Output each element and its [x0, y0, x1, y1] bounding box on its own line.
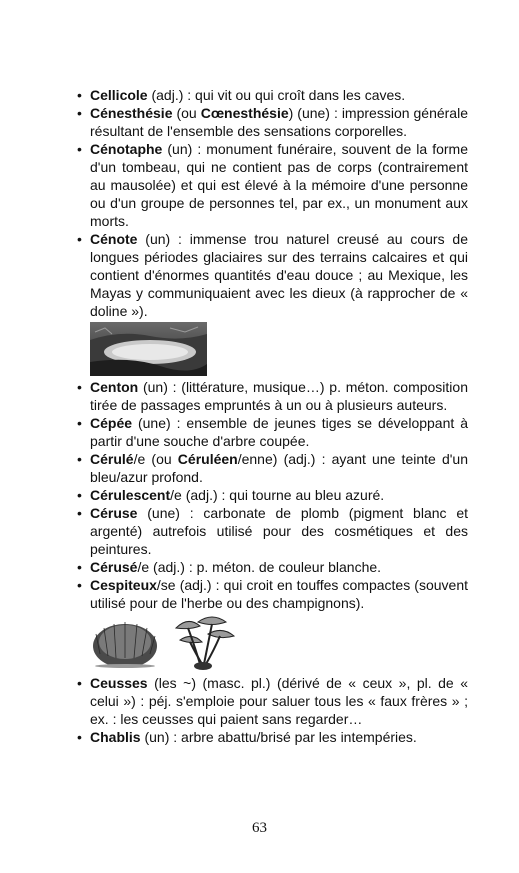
entry-cepee [77, 414, 468, 450]
cenote-photo [90, 322, 207, 376]
entry-chablis [77, 728, 468, 746]
entry-definition: /e (adj.) : qui tourne au bleu azuré. [170, 487, 385, 503]
entry-cenotaphe [77, 140, 468, 230]
entry-term: Cespiteux [90, 577, 157, 593]
entry-term: Cellicole [90, 87, 148, 103]
entry-term: Céruse [90, 505, 138, 521]
dictionary-page-content [77, 86, 468, 746]
entry-term: Chablis [90, 729, 141, 745]
entry-definition: (une) : ensemble de jeunes tiges se développant à partir d'une souche d'arbre coupée. [90, 415, 468, 449]
cenote-figure-row [77, 322, 468, 376]
entry-ceruse [77, 504, 468, 558]
entry-ceusses [77, 674, 468, 728]
entry-cespiteux [77, 576, 468, 612]
entry-definition: (une) : carbonate de plomb (pigment blanc et argenté) autrefois utilisé pour des cosmétiques et des peintures. [90, 505, 468, 557]
entry-term: Cénotaphe [90, 141, 163, 157]
entry-connector: (ou [172, 105, 201, 121]
entry-term-variant: Céruléen [177, 451, 238, 467]
entry-ceruse-adj [77, 558, 468, 576]
entry-definition: ) (une) : impression générale résultant de l'ensemble des sensations corporelles. [90, 105, 468, 139]
entry-definition: (adj.) : qui vit ou qui croît dans les caves. [147, 87, 406, 103]
entry-connector: /e (ou [133, 451, 178, 467]
cespiteux-figure-row [77, 614, 468, 672]
entry-definition: /enne) (adj.) : ayant une teinte d'un bleu/azur profond. [90, 451, 468, 485]
entry-definition: (un) : (littérature, musique…) p. méton. composition tirée de passages empruntés à un ou à plusieurs auteurs. [90, 379, 468, 413]
entry-definition: (un) : monument funéraire, souvent de la forme d'un tombeau, qui ne contient pas de corps (contrairement au mausolée) et qui est élevé à la mémoire d'une personne ou d'un groupe de personnes tel, par ex., un monument aux morts. [90, 141, 468, 229]
entry-term: Cépée [90, 415, 133, 431]
entry-definition: (les ~) (masc. pl.) (dérivé de « ceux », pl. de « celui ») : péj. s'emploie pour saluer tous les « faux frères » ; ex. : les ceusses qui paient sans regarder… [90, 675, 468, 727]
entry-cenesthesie [77, 104, 468, 140]
entry-term-variant: Cœnesthésie [200, 105, 289, 121]
entry-cenote [77, 230, 468, 320]
entry-term: Ceusses [90, 675, 148, 691]
entry-cerule [77, 450, 468, 486]
page-number: 63 [252, 820, 267, 836]
entry-term: Cérusé [90, 559, 138, 575]
entry-cerulescent [77, 486, 468, 504]
entry-term: Cénesthésie [90, 105, 173, 121]
entry-centon [77, 378, 468, 414]
entry-definition: /se (adj.) : qui croit en touffes compactes (souvent utilisé pour de l'herbe ou des champignons). [90, 577, 468, 611]
entry-term: Cénote [90, 231, 138, 247]
entry-definition: (un) : immense trou naturel creusé au cours de longues périodes glaciaires sur des terrains calcaires et qui contient d'énormes quantités d'eau douce ; au Mexique, les Mayas y communiquaient avec les dieux (à rapprocher de « doline »). [90, 231, 468, 319]
entry-term: Centon [90, 379, 139, 395]
entry-definition: (un) : arbre abattu/brisé par les intempéries. [140, 729, 417, 745]
entry-definition: /e (adj.) : p. méton. de couleur blanche. [137, 559, 382, 575]
grass-tuft-photo [90, 614, 160, 668]
mushroom-cluster-photo [170, 614, 238, 672]
entry-term: Cérulescent [90, 487, 171, 503]
entry-term: Cérulé [90, 451, 134, 467]
entry-cellicole [77, 86, 468, 104]
